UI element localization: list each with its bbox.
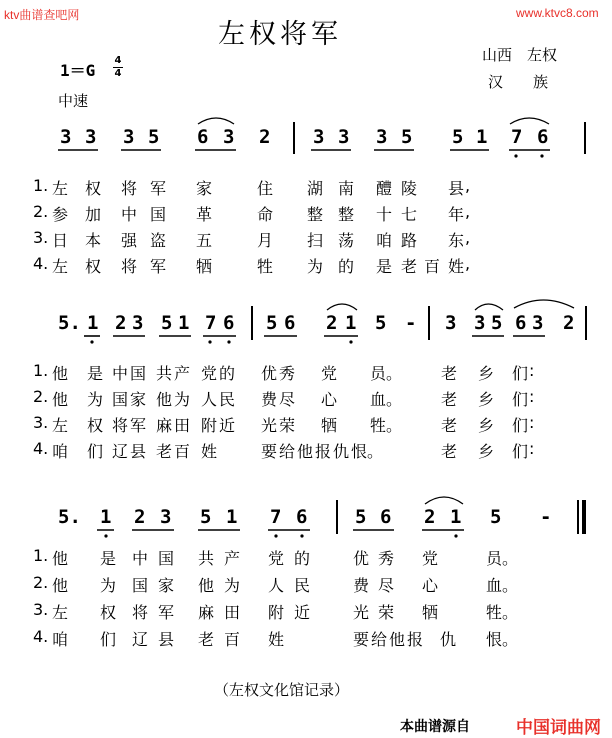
lyric-char: 党	[201, 364, 218, 383]
watermark-left: ktv曲谱查吧网	[4, 8, 80, 22]
lyric-char: 报	[315, 442, 332, 461]
lyric-char: 人	[201, 390, 218, 409]
lyric-char: 中	[132, 549, 149, 568]
lyric-char: 们	[87, 442, 104, 461]
note: 3	[223, 126, 235, 148]
verse-number: 4.	[33, 439, 49, 458]
lyric-char: 民	[294, 576, 311, 595]
lyric-char: 们	[512, 442, 529, 461]
lyric-char: 附	[268, 603, 285, 622]
lyric-char: 本	[85, 231, 102, 250]
lyric-char: 牺	[321, 416, 338, 435]
lyric-char: 权	[85, 179, 102, 198]
lyric-char: 老	[441, 390, 458, 409]
lyric-punct: :	[529, 387, 535, 406]
lyric-char: 老	[401, 257, 418, 276]
lyric-char: 家	[196, 179, 213, 198]
lyric-char: 盗	[150, 231, 167, 250]
lyric-char: 优	[353, 549, 370, 568]
lyric-char: 姓	[201, 442, 218, 461]
lyric-char: 月	[257, 231, 274, 250]
note: 2	[424, 506, 436, 528]
lyric-char: 百	[174, 442, 191, 461]
lyric-char: 老	[441, 442, 458, 461]
lyric-char: 是	[100, 549, 117, 568]
lyric-char: 费	[261, 390, 278, 409]
lyric-char: 给	[279, 442, 296, 461]
lyric-char: 左	[52, 416, 69, 435]
lyric-char: 老	[156, 442, 173, 461]
lyric-char: 南	[338, 179, 355, 198]
lyric-char: 百	[224, 630, 241, 649]
lyric-char: 为	[174, 390, 191, 409]
note: -	[540, 506, 552, 528]
lyric-char: 乡	[478, 364, 495, 383]
lyric-char: 军	[150, 179, 167, 198]
lyric-char: 要	[261, 442, 278, 461]
lyric-char: 牲	[370, 416, 387, 435]
lyric-char: 尽	[378, 576, 395, 595]
lyric-char: 员	[370, 364, 387, 383]
lyric-char: 为	[224, 576, 241, 595]
lyric-char: 麻	[156, 416, 173, 435]
lyric-char: 民	[219, 390, 236, 409]
verse-number: 4.	[33, 627, 49, 646]
verse-number: 3.	[33, 228, 49, 247]
lyric-char: 秀	[279, 364, 296, 383]
lyric-char: 为	[307, 257, 324, 276]
lyric-char: 附	[201, 416, 218, 435]
lyric-char: 人	[268, 576, 285, 595]
note: 5	[161, 312, 173, 334]
verse-number: 2.	[33, 573, 49, 592]
verse-number: 1.	[33, 361, 49, 380]
note: 2	[259, 126, 271, 148]
lyric-char: 左	[52, 257, 69, 276]
lyric-char: 他	[389, 630, 406, 649]
note: 3	[376, 126, 388, 148]
note: 5	[491, 312, 503, 334]
lyric-char: 他	[198, 576, 215, 595]
lyric-char: 荡	[338, 231, 355, 250]
lyric-char: 左	[52, 603, 69, 622]
lyric-char: 家	[158, 576, 175, 595]
lyric-char: 是	[376, 257, 393, 276]
lyric-char: 牺	[196, 257, 213, 276]
note: 5	[355, 506, 367, 528]
lyric-char: 近	[294, 603, 311, 622]
lyric-char: 心	[321, 390, 338, 409]
lyric-char: 为	[87, 390, 104, 409]
note: 2	[115, 312, 127, 334]
note: 5.	[58, 312, 81, 334]
lyric-char: 们	[512, 364, 529, 383]
watermark-right: www.ktvc8.com	[516, 6, 599, 20]
lyric-char: 田	[224, 603, 241, 622]
note: 3	[123, 126, 135, 148]
lyric-char: 仇	[440, 630, 457, 649]
lyric-char: 参	[52, 205, 69, 224]
lyric-char: 醴	[376, 179, 393, 198]
lyric-char: 乡	[478, 416, 495, 435]
lyric-char: 县	[448, 179, 465, 198]
lyric-char: 整	[338, 205, 355, 224]
note: 3	[313, 126, 325, 148]
note: 5	[200, 506, 212, 528]
lyric-char: 血	[370, 390, 387, 409]
origin-region: 山西 左权	[482, 46, 558, 64]
lyric-punct: 。	[502, 630, 519, 649]
lyric-char: 国	[158, 549, 175, 568]
note: 1	[178, 312, 190, 334]
key-signature: 1＝G	[60, 61, 96, 80]
note: 5	[452, 126, 464, 148]
song-title: 左权将军	[218, 19, 342, 50]
note: 3	[474, 312, 486, 334]
lyric-char: 尽	[279, 390, 296, 409]
lyric-char: 恨	[351, 442, 368, 461]
lyric-char: 湖	[307, 179, 324, 198]
lyric-char: 产	[224, 549, 241, 568]
time-sig-bottom: 4	[114, 68, 122, 79]
lyric-punct: :	[529, 361, 535, 380]
lyric-punct: ,	[465, 228, 471, 247]
lyric-char: 权	[85, 257, 102, 276]
lyric-punct: 。	[502, 576, 519, 595]
lyric-char: 中	[112, 364, 129, 383]
lyric-char: 十	[376, 205, 393, 224]
note: 2	[563, 312, 575, 334]
lyric-char: 七	[401, 205, 418, 224]
lyric-char: 辽	[132, 630, 149, 649]
note: 5	[266, 312, 278, 334]
lyric-punct: 。	[502, 549, 519, 568]
lyric-char: 军	[130, 416, 147, 435]
time-sig-top: 4	[114, 55, 122, 66]
lyric-char: 牲	[257, 257, 274, 276]
lyric-char: 荣	[279, 416, 296, 435]
lyric-char: 共	[198, 549, 215, 568]
lyric-char: 住	[257, 179, 274, 198]
note: 1	[345, 312, 357, 334]
lyric-char: 党	[422, 549, 439, 568]
lyric-char: 百	[424, 257, 441, 276]
lyric-char: 费	[353, 576, 370, 595]
lyric-char: 们	[100, 630, 117, 649]
lyric-verse-1-line-3	[0, 546, 612, 566]
lyric-char: 权	[100, 603, 117, 622]
lyric-char: 秀	[378, 549, 395, 568]
source-label: 本曲谱源自	[400, 719, 470, 735]
lyric-char: 将	[112, 416, 129, 435]
lyric-char: 日	[52, 231, 69, 250]
lyric-char: 扫	[307, 231, 324, 250]
lyric-char: 军	[158, 603, 175, 622]
verse-number: 2.	[33, 202, 49, 221]
note: 1	[450, 506, 462, 528]
verse-number: 4.	[33, 254, 49, 273]
note: -	[405, 312, 417, 334]
lyric-char: 强	[121, 231, 138, 250]
lyric-char: 光	[261, 416, 278, 435]
note: 2	[326, 312, 338, 334]
lyric-char: 将	[121, 179, 138, 198]
lyric-char: 心	[422, 576, 439, 595]
lyric-char: 军	[150, 257, 167, 276]
lyric-verse-2-line-3	[0, 573, 612, 593]
lyric-punct: 。	[367, 442, 384, 461]
lyric-char: 将	[121, 257, 138, 276]
lyric-char: 将	[132, 603, 149, 622]
lyric-char: 路	[401, 231, 418, 250]
lyric-char: 乡	[478, 390, 495, 409]
lyric-char: 他	[52, 364, 69, 383]
lyric-verse-3-line-3	[0, 600, 612, 620]
note: 6	[197, 126, 209, 148]
lyric-char: 的	[219, 364, 236, 383]
lyric-char: 们	[512, 390, 529, 409]
lyric-char: 是	[87, 364, 104, 383]
note: 5.	[58, 506, 81, 528]
lyric-char: 光	[353, 603, 370, 622]
lyric-char: 牺	[422, 603, 439, 622]
note: 5	[401, 126, 413, 148]
lyric-char: 报	[407, 630, 424, 649]
lyric-char: 东	[448, 231, 465, 250]
lyric-char: 的	[294, 549, 311, 568]
lyric-char: 仇	[333, 442, 350, 461]
lyric-char: 县	[158, 630, 175, 649]
lyric-punct: 。	[386, 364, 403, 383]
lyric-char: 给	[371, 630, 388, 649]
lyric-char: 年	[448, 205, 465, 224]
lyric-verse-4-line-3	[0, 627, 612, 647]
note: 3	[445, 312, 457, 334]
lyric-punct: 。	[386, 390, 403, 409]
note: 6	[537, 126, 549, 148]
lyric-char: 近	[219, 416, 236, 435]
lyric-char: 他	[52, 576, 69, 595]
lyric-char: 县	[130, 442, 147, 461]
lyric-char: 命	[257, 205, 274, 224]
lyric-char: 牲	[486, 603, 503, 622]
lyric-char: 乡	[478, 442, 495, 461]
lyric-punct: :	[529, 413, 535, 432]
lyric-char: 整	[307, 205, 324, 224]
note: 2	[134, 506, 146, 528]
lyric-char: 田	[174, 416, 191, 435]
lyric-char: 要	[353, 630, 370, 649]
verse-number: 2.	[33, 387, 49, 406]
lyric-punct: ,	[465, 254, 471, 273]
lyric-char: 陵	[401, 179, 418, 198]
lyric-punct: ,	[465, 202, 471, 221]
verse-number: 3.	[33, 600, 49, 619]
lyric-char: 麻	[198, 603, 215, 622]
note: 6	[296, 506, 308, 528]
note: 3	[132, 312, 144, 334]
lyric-char: 他	[156, 390, 173, 409]
note: 5	[490, 506, 502, 528]
lyric-char: 老	[198, 630, 215, 649]
note: 7	[270, 506, 282, 528]
lyric-char: 为	[100, 576, 117, 595]
lyric-char: 恨	[486, 630, 503, 649]
lyric-char: 五	[196, 231, 213, 250]
note: 6	[223, 312, 235, 334]
note: 5	[148, 126, 160, 148]
lyric-char: 优	[261, 364, 278, 383]
lyric-char: 姓	[448, 257, 465, 276]
lyric-char: 革	[196, 205, 213, 224]
lyric-punct: ,	[465, 176, 471, 195]
note: 6	[284, 312, 296, 334]
lyric-punct: 。	[386, 416, 403, 435]
note: 3	[338, 126, 350, 148]
note: 6	[380, 506, 392, 528]
note: 1	[476, 126, 488, 148]
verse-number: 3.	[33, 413, 49, 432]
lyric-char: 咱	[376, 231, 393, 250]
lyric-punct: :	[529, 439, 535, 458]
lyric-char: 左	[52, 179, 69, 198]
lyric-char: 权	[87, 416, 104, 435]
lyric-char: 家	[130, 390, 147, 409]
note: 1	[87, 312, 99, 334]
note: 3	[85, 126, 97, 148]
lyric-char: 他	[52, 549, 69, 568]
note: 7	[205, 312, 217, 334]
lyric-char: 国	[150, 205, 167, 224]
lyric-char: 血	[486, 576, 503, 595]
verse-number: 1.	[33, 176, 49, 195]
lyric-char: 荣	[378, 603, 395, 622]
note: 1	[100, 506, 112, 528]
tempo-marking: 中速	[58, 92, 89, 110]
lyric-char: 的	[338, 257, 355, 276]
lyric-char: 咱	[52, 442, 69, 461]
verse-number: 1.	[33, 546, 49, 565]
lyric-char: 国	[112, 390, 129, 409]
lyric-char: 共	[156, 364, 173, 383]
lyric-char: 党	[268, 549, 285, 568]
note: 5	[375, 312, 387, 334]
lyric-char: 他	[297, 442, 314, 461]
note: 3	[160, 506, 172, 528]
lyric-char: 辽	[112, 442, 129, 461]
lyric-char: 国	[130, 364, 147, 383]
lyric-punct: 。	[502, 603, 519, 622]
lyric-char: 老	[441, 364, 458, 383]
lyric-char: 他	[52, 390, 69, 409]
recording-credit: （左权文化馆记录）	[214, 681, 350, 699]
lyric-char: 老	[441, 416, 458, 435]
source-site: 中国词曲网	[516, 718, 601, 738]
lyric-char: 员	[486, 549, 503, 568]
lyric-char: 中	[121, 205, 138, 224]
lyric-char: 产	[174, 364, 191, 383]
lyric-char: 姓	[268, 630, 285, 649]
note: 3	[532, 312, 544, 334]
origin-ethnicity: 汉 族	[488, 73, 549, 91]
note: 7	[511, 126, 523, 148]
lyric-char: 党	[321, 364, 338, 383]
note: 3	[60, 126, 72, 148]
note: 6	[515, 312, 527, 334]
lyric-char: 加	[85, 205, 102, 224]
lyric-char: 咱	[52, 630, 69, 649]
note: 1	[226, 506, 238, 528]
lyric-char: 们	[512, 416, 529, 435]
lyric-char: 国	[132, 576, 149, 595]
